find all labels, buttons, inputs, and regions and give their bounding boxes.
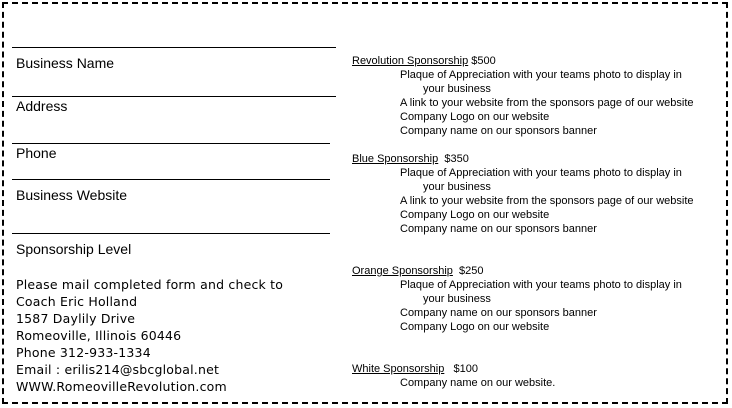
mail-instruction: Please mail completed form and check to <box>16 277 284 292</box>
mail-city: Romeoville, Illinois 60446 <box>16 328 182 343</box>
business-name-line[interactable] <box>12 96 336 97</box>
tier-name: White Sponsorship <box>352 363 445 375</box>
mail-phone: Phone 312-933-1334 <box>16 345 151 360</box>
address-line[interactable] <box>12 143 330 144</box>
benefit-item: Company Logo on our website <box>400 209 550 221</box>
tier-price: $500 <box>471 55 496 67</box>
mailing-instructions <box>16 276 283 395</box>
benefit-item: Plaque of Appreciation with your teams photo to display in your business <box>400 279 682 305</box>
phone-line[interactable] <box>12 179 330 180</box>
tier-name: Orange Sponsorship <box>352 265 453 277</box>
tier-blue <box>352 152 694 236</box>
benefit-item: Company Logo on our website <box>400 111 550 123</box>
tier-price: $100 <box>453 363 478 375</box>
business-name-label: Business Name <box>16 55 115 71</box>
tier-price: $350 <box>444 153 469 165</box>
field-rule <box>12 47 336 48</box>
mail-website: WWW.RomeovilleRevolution.com <box>16 379 227 394</box>
benefit-item: Company name on our sponsors banner <box>400 223 597 235</box>
benefit-item: Plaque of Appreciation with your teams photo to display in your business <box>400 167 682 193</box>
benefit-item: A link to your website from the sponsors page of our website <box>400 195 694 207</box>
tier-name: Blue Sponsorship <box>352 153 439 165</box>
benefit-item: Company name on our sponsors banner <box>400 307 597 319</box>
tier-price: $250 <box>459 265 484 277</box>
tier-name: Revolution Sponsorship <box>352 55 469 67</box>
benefit-item: Company name on our sponsors banner <box>400 125 597 137</box>
phone-label: Phone <box>16 145 57 161</box>
sponsorship-level-label: Sponsorship Level <box>16 241 132 257</box>
mail-street: 1587 Daylily Drive <box>16 311 136 326</box>
benefit-item: Company Logo on our website <box>400 321 550 333</box>
tier-white <box>352 362 555 390</box>
mail-email: Email : erilis214@sbcglobal.net <box>16 362 220 377</box>
mail-recipient: Coach Eric Holland <box>16 294 138 309</box>
benefit-item: Company name on our website. <box>400 377 556 389</box>
business-website-line[interactable] <box>12 233 330 234</box>
address-label: Address <box>16 98 68 114</box>
business-website-label: Business Website <box>16 187 128 203</box>
benefit-item: Plaque of Appreciation with your teams photo to display in your business <box>400 69 682 95</box>
tier-orange <box>352 264 682 334</box>
tier-revolution <box>352 54 694 138</box>
benefit-item: A link to your website from the sponsors page of our website <box>400 97 694 109</box>
